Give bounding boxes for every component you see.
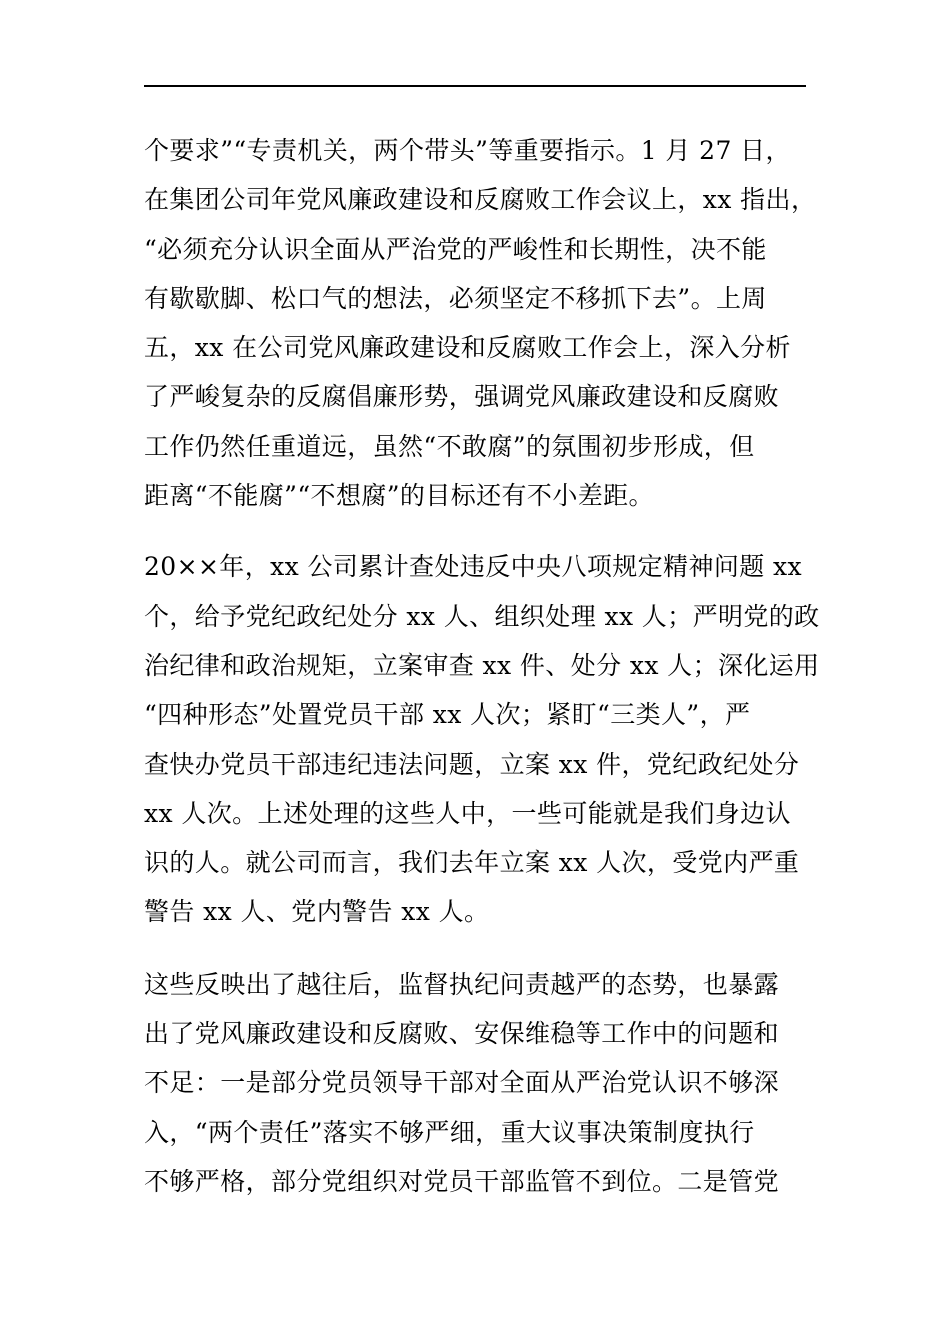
body-text	[144, 126, 820, 1206]
text-line: 治纪律和政治规矩，立案审查 xx 件、处分 xx 人；深化运用	[144, 650, 820, 680]
text-line: 出了党风廉政建设和反腐败、安保维稳等工作中的问题和	[144, 1019, 780, 1049]
text-line: 不足：一是部分党员领导干部对全面从严治党认识不够深	[144, 1068, 780, 1098]
text-line: 有歇歇脚、松口气的想法，必须坚定不移抓下去”。上周	[144, 283, 767, 313]
text-line: 不够严格，部分党组织对党员干部监管不到位。二是管党	[144, 1166, 780, 1196]
paragraph-spacing	[144, 520, 806, 542]
text-line: 在集团公司年党风廉政建设和反腐败工作会议上，xx 指出，	[144, 185, 817, 215]
text-line: 了严峻复杂的反腐倡廉形势，强调党风廉政建设和反腐败	[144, 382, 780, 412]
text-line: 警告 xx 人、党内警告 xx 人。	[144, 897, 490, 927]
text-line: 入，“两个责任”落实不够严细，重大议事决策制度执行	[144, 1117, 755, 1147]
header-rule	[144, 85, 806, 87]
text-line: 五，xx 在公司党风廉政建设和反腐败工作会上，深入分析	[144, 333, 791, 363]
text-line: xx 人次。上述处理的这些人中，一些可能就是我们身边认	[144, 798, 791, 828]
text-line: 工作仍然任重道远，虽然“不敢腐”的氛围初步形成，但	[144, 431, 755, 461]
text-line: “必须充分认识全面从严治党的严峻性和长期性，决不能	[144, 234, 767, 264]
text-line: 个要求”“专责机关，两个带头”等重要指示。1 月 27 日，	[144, 136, 791, 165]
text-line: “四种形态”处置党员干部 xx 人次；紧盯“三类人”，严	[144, 700, 751, 730]
paragraph-1	[144, 126, 817, 520]
text-line: 这些反映出了越往后，监督执纪问责越严的态势，也暴露	[144, 969, 780, 999]
text-line: 查快办党员干部违纪违法问题，立案 xx 件，党纪政纪处分	[144, 749, 800, 779]
paragraph-3	[144, 960, 806, 1206]
paragraph-2	[144, 542, 820, 936]
text-line: 个，给予党纪政纪处分 xx 人、组织处理 xx 人；严明党的政	[144, 601, 820, 631]
text-line: 距离“不能腐”“不想腐”的目标还有不小差距。	[144, 481, 654, 511]
text-line: 识的人。就公司而言，我们去年立案 xx 人次，受党内严重	[144, 848, 800, 878]
paragraph-spacing	[144, 937, 806, 960]
text-line: 20××年，xx 公司累计查处违反中央八项规定精神问题 xx	[144, 552, 802, 582]
